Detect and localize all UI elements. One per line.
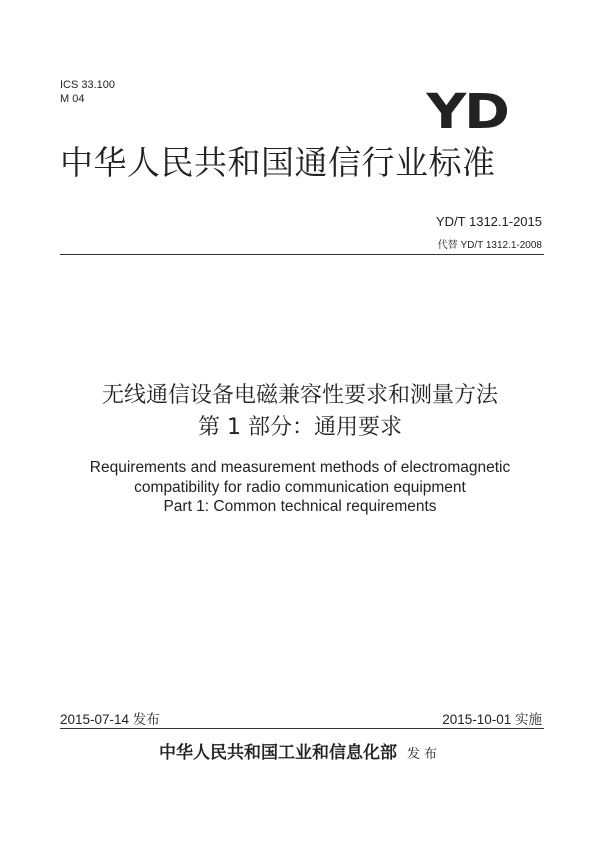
publisher-line: [0, 738, 600, 763]
en-title-line1: Requirements and measurement methods of electromagnetic: [89, 459, 511, 476]
yd-logo: YD: [426, 84, 508, 140]
publisher-name: 中华人民共和国工业和信息化部: [158, 743, 397, 763]
implement-date: 2015-10-01 实施: [442, 712, 542, 727]
publish-word: 发布: [406, 747, 441, 762]
ccs-code: M 04: [60, 93, 85, 105]
en-title-line2: compatibility for radio communication equipment: [134, 479, 466, 496]
footer-divider: [60, 728, 544, 729]
header-divider: [60, 254, 544, 255]
standard-title: 中华人民共和国通信行业标准: [60, 143, 496, 182]
replaces-note: 代替 YD/T 1312.1-2008: [437, 240, 542, 251]
cn-title-line2: 第 1 部分：通用要求: [198, 415, 402, 440]
en-title-line3: Part 1: Common technical requirements: [163, 498, 437, 515]
ics-code: ICS 33.100: [60, 79, 116, 91]
issue-date: 2015-07-14 发布: [60, 712, 160, 727]
standard-number: YD/T 1312.1-2015: [436, 214, 542, 229]
cn-title-line1: 无线通信设备电磁兼容性要求和测量方法: [101, 383, 498, 408]
